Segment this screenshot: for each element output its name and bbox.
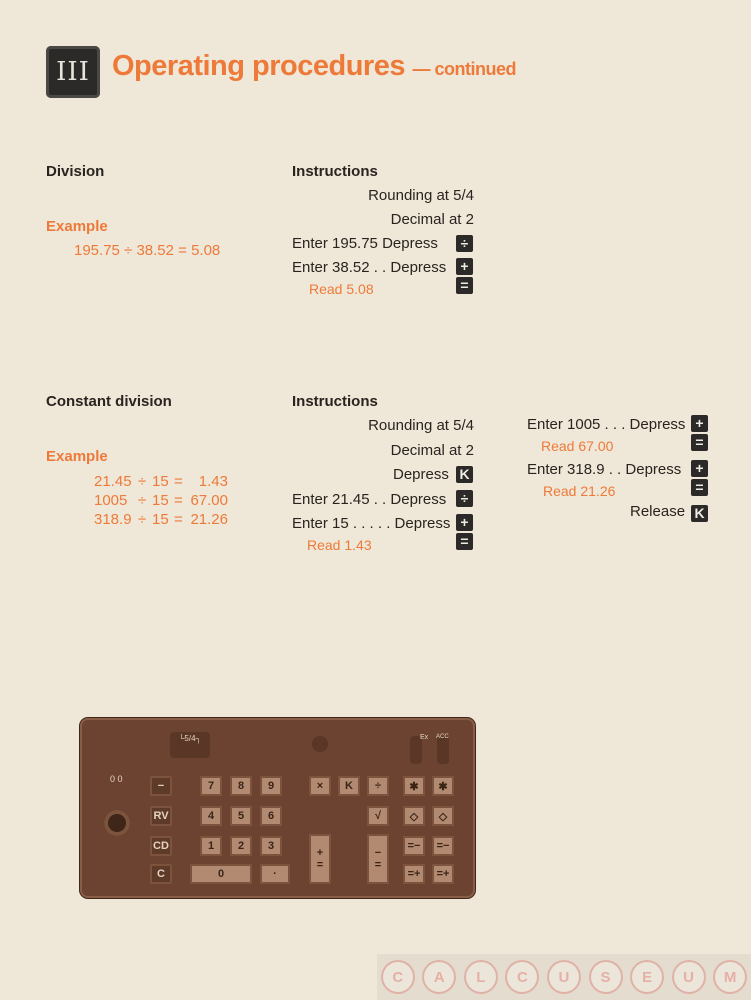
constant-enter2: Enter 15 . . . . . Depress xyxy=(292,515,451,532)
plus-key-icon: + xyxy=(691,460,708,477)
calc-key: =− xyxy=(403,836,425,856)
constant-division-equations xyxy=(94,473,234,530)
constant-enter1: Enter 21.45 . . Depress xyxy=(292,491,447,508)
equation-dividend: 318.9 xyxy=(94,511,132,528)
constant-decimal: Decimal at 2 xyxy=(390,442,474,459)
calc-key: RV xyxy=(150,806,172,826)
divide-key-icon: ÷ xyxy=(456,235,473,252)
page-title-suffix: — continued xyxy=(412,59,517,79)
rounding-switch-label: └5/4┐ xyxy=(178,734,202,743)
division-enter1: Enter 195.75 Depress xyxy=(292,235,438,252)
equation-dividend: 21.45 xyxy=(94,473,132,490)
watermark-letter: C xyxy=(381,960,415,994)
watermark-letter: M xyxy=(713,960,747,994)
acc-switch xyxy=(437,736,449,764)
calc-key: 5 xyxy=(230,806,252,826)
calc-key: 4 xyxy=(200,806,222,826)
watermark xyxy=(377,954,751,1000)
constant-read3: Read 21.26 xyxy=(543,483,616,499)
equation-eq: = xyxy=(174,473,183,490)
plus-equals-key-stack xyxy=(456,258,473,296)
acc-label: ACC xyxy=(436,734,449,740)
calc-key: 9 xyxy=(260,776,282,796)
calc-key: ◇ xyxy=(403,806,425,826)
watermark-letter: E xyxy=(630,960,664,994)
plus-key-icon: + xyxy=(456,514,473,531)
equation-op: ÷ xyxy=(138,473,147,490)
watermark-letter: S xyxy=(589,960,623,994)
calc-key: =+ xyxy=(432,864,454,884)
knob-icon xyxy=(312,736,328,752)
calc-key: − xyxy=(150,776,172,796)
ex-label: Ex xyxy=(420,734,429,741)
calc-key: 7 xyxy=(200,776,222,796)
equation-result: 21.26 xyxy=(190,511,228,528)
equation-row xyxy=(94,473,234,492)
calc-key: CD xyxy=(150,836,172,856)
watermark-letter: A xyxy=(422,960,456,994)
plus-equals-key-stack xyxy=(456,514,473,552)
equation-eq: = xyxy=(174,492,183,509)
constant-release: Release xyxy=(630,503,686,520)
equation-dividend: 1005 xyxy=(94,492,128,509)
calc-key: 6 xyxy=(260,806,282,826)
watermark-letter: U xyxy=(547,960,581,994)
plus-equals-key-stack xyxy=(691,460,708,498)
equation-op: ÷ xyxy=(138,492,147,509)
divide-key-icon: ÷ xyxy=(456,490,473,507)
calc-key: 2 xyxy=(230,836,252,856)
division-example-label: Example xyxy=(46,218,108,235)
equation-result: 1.43 xyxy=(198,473,228,490)
page-title-main: Operating procedures xyxy=(112,50,405,82)
calc-key: √ xyxy=(367,806,389,826)
calc-key: ÷ xyxy=(367,776,389,796)
constant-rounding: Rounding at 5/4 xyxy=(368,417,474,434)
watermark-letter: L xyxy=(464,960,498,994)
calc-key: =− xyxy=(432,836,454,856)
constant-division-instructions-heading: Instructions xyxy=(292,393,378,410)
calc-key: K xyxy=(338,776,360,796)
calc-key-plus-equals: + = xyxy=(309,834,331,884)
constant-k-key-icon: K xyxy=(456,466,473,483)
division-example-equation: 195.75 ÷ 38.52 = 5.08 xyxy=(74,242,221,259)
calc-key: ✱ xyxy=(432,776,454,796)
equation-divisor: 15 xyxy=(152,511,169,528)
constant-read2: Read 67.00 xyxy=(541,438,614,454)
readout: 0 0 xyxy=(110,774,123,784)
division-enter2: Enter 38.52 . . Depress xyxy=(292,259,447,276)
equation-op: ÷ xyxy=(138,511,147,528)
calc-key-minus-equals: − = xyxy=(367,834,389,884)
plus-key-icon: + xyxy=(691,415,708,432)
calc-key: 1 xyxy=(200,836,222,856)
page-title xyxy=(112,50,516,83)
equation-row xyxy=(94,492,234,511)
division-instructions-heading: Instructions xyxy=(292,163,378,180)
plus-key-icon: + xyxy=(456,258,473,275)
calculator-image xyxy=(80,718,475,898)
constant-division-heading: Constant division xyxy=(46,393,172,410)
constant-k-key-icon: K xyxy=(691,505,708,522)
division-decimal: Decimal at 2 xyxy=(390,211,474,228)
section-badge: III xyxy=(46,46,100,98)
division-rounding: Rounding at 5/4 xyxy=(368,187,474,204)
equation-divisor: 15 xyxy=(152,473,169,490)
calc-key: 3 xyxy=(260,836,282,856)
equals-key-icon: = xyxy=(691,434,708,451)
equation-eq: = xyxy=(174,511,183,528)
plus-equals-key-stack xyxy=(691,415,708,453)
constant-division-example-label: Example xyxy=(46,448,108,465)
watermark-letter: C xyxy=(505,960,539,994)
calc-key: ◇ xyxy=(432,806,454,826)
calc-key: ✱ xyxy=(403,776,425,796)
equals-key-icon: = xyxy=(691,479,708,496)
division-heading: Division xyxy=(46,163,105,180)
calc-key: 0 xyxy=(190,864,252,884)
constant-enter4: Enter 318.9 . . Depress xyxy=(527,461,682,478)
constant-read1: Read 1.43 xyxy=(307,537,372,553)
equals-key-icon: = xyxy=(456,277,473,294)
calc-key: · xyxy=(260,864,290,884)
calc-key: 8 xyxy=(230,776,252,796)
watermark-letter: U xyxy=(672,960,706,994)
calc-key: =+ xyxy=(403,864,425,884)
rounding-switch xyxy=(170,732,210,758)
dial-icon xyxy=(104,810,130,836)
constant-enter3: Enter 1005 . . . Depress xyxy=(527,416,686,433)
calc-key: × xyxy=(309,776,331,796)
division-read: Read 5.08 xyxy=(309,281,374,297)
equation-result: 67.00 xyxy=(190,492,228,509)
constant-depress: Depress xyxy=(393,466,449,483)
equation-divisor: 15 xyxy=(152,492,169,509)
calc-key: C xyxy=(150,864,172,884)
equals-key-icon: = xyxy=(456,533,473,550)
equation-row xyxy=(94,511,234,530)
